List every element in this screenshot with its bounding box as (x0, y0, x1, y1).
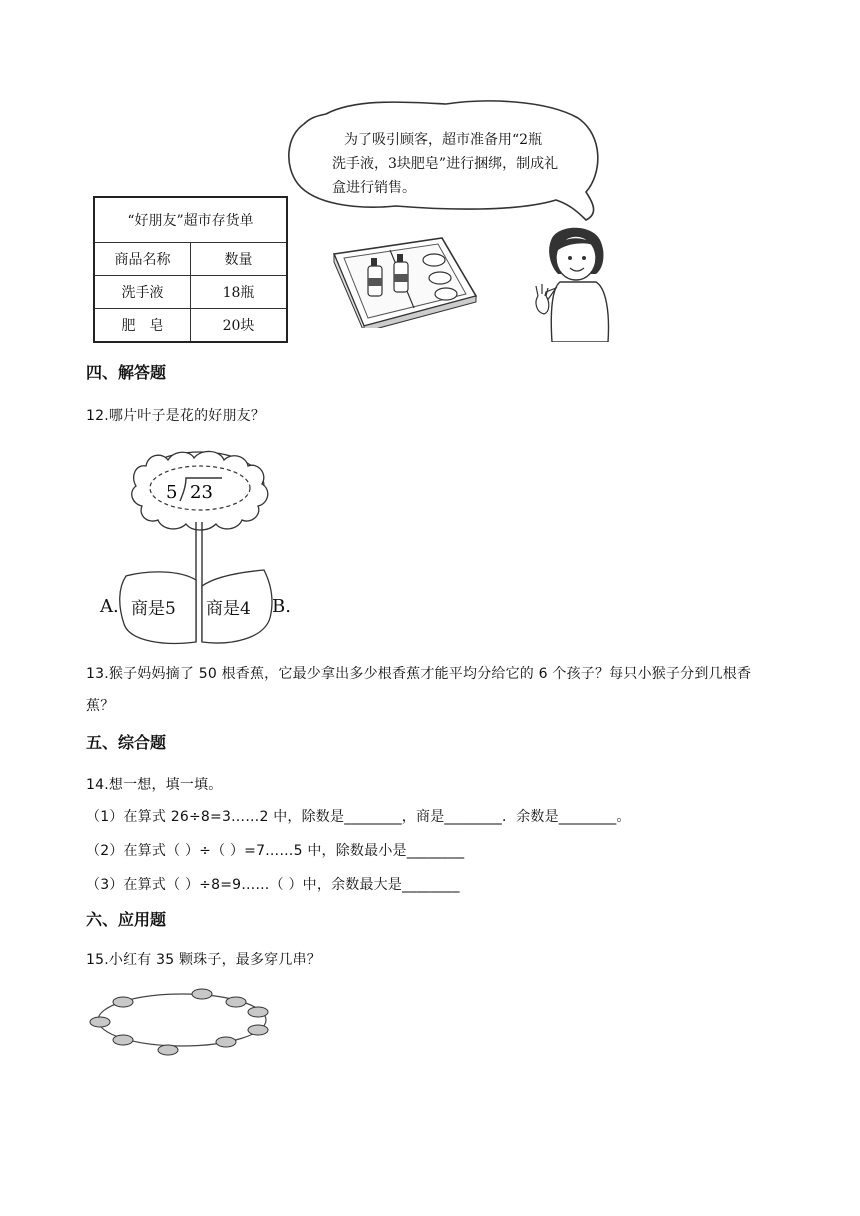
section-title: 四、解答题 (86, 363, 167, 382)
bead-icon (158, 1045, 178, 1055)
section-title: 五、综合题 (86, 733, 167, 752)
speech-line-3: 盒进行销售。 (332, 180, 416, 196)
leaf-a-label: A. (100, 596, 119, 617)
leaf-a-text: 商是5 (131, 599, 176, 619)
girl-illustration (530, 222, 614, 342)
leaf-b-label: B. (272, 596, 291, 617)
dividend-number: 23 (190, 482, 213, 503)
question-15: 15.小红有 35 颗珠子，最多穿几串？ (86, 952, 321, 968)
question-14-sub-3: （3）在算式（ ）÷8=9……（ ）中，余数最大是________ (86, 877, 460, 893)
gift-box-illustration (330, 232, 480, 328)
bead-icon (226, 997, 246, 1007)
bead-icon (90, 1017, 110, 1027)
bead-icon (248, 1007, 268, 1017)
question-13-line-2: 蕉？ (86, 698, 115, 714)
speech-line-2: 洗手液，3块肥皂”进行捆绑，制成礼 (332, 156, 559, 172)
bead-icon (248, 1025, 268, 1035)
speech-line-1: 为了吸引顾客，超市准备用“2瓶 (344, 132, 543, 148)
stock-table-row-qty: 18瓶 (191, 276, 288, 309)
stock-table-row-name: 洗手液 (94, 276, 191, 309)
bead-icon (113, 1035, 133, 1045)
question-13-line-1: 13.猴子妈妈摘了 50 根香蕉，它最少拿出多少根香蕉才能平均分给它的 6 个孩子？每只小猴子分到几根香 (86, 666, 752, 682)
soap-icon (429, 272, 451, 284)
leaf-b-text: 商是4 (206, 599, 251, 619)
stock-table (93, 196, 288, 343)
bead-icon (192, 989, 212, 999)
question-12: 12.哪片叶子是花的好朋友？ (86, 408, 266, 424)
question-14: 14.想一想，填一填。 (86, 777, 223, 793)
stock-table-header-name: 商品名称 (94, 243, 191, 276)
stock-table-row-name: 肥 皂 (94, 309, 191, 343)
bead-icon (113, 997, 133, 1007)
speech-bubble-text (332, 128, 602, 200)
stock-table-row-qty: 20块 (191, 309, 288, 343)
soap-icon (423, 254, 445, 266)
section-title: 六、应用题 (86, 910, 167, 929)
question-14-sub-2: （2）在算式（ ）÷（ ）=7……5 中，除数最小是________ (86, 843, 465, 859)
question-14-sub-1: （1）在算式 26÷8=3……2 中，除数是________，商是________．余数是________。 (86, 809, 631, 825)
divisor-number: 5 (166, 482, 178, 503)
bead-icon (216, 1037, 236, 1047)
stock-table-title: “好朋友”超市存货单 (94, 197, 287, 243)
soap-icon (435, 288, 457, 300)
stock-table-header-qty: 数量 (191, 243, 288, 276)
bead-necklace-illustration (86, 984, 278, 1060)
